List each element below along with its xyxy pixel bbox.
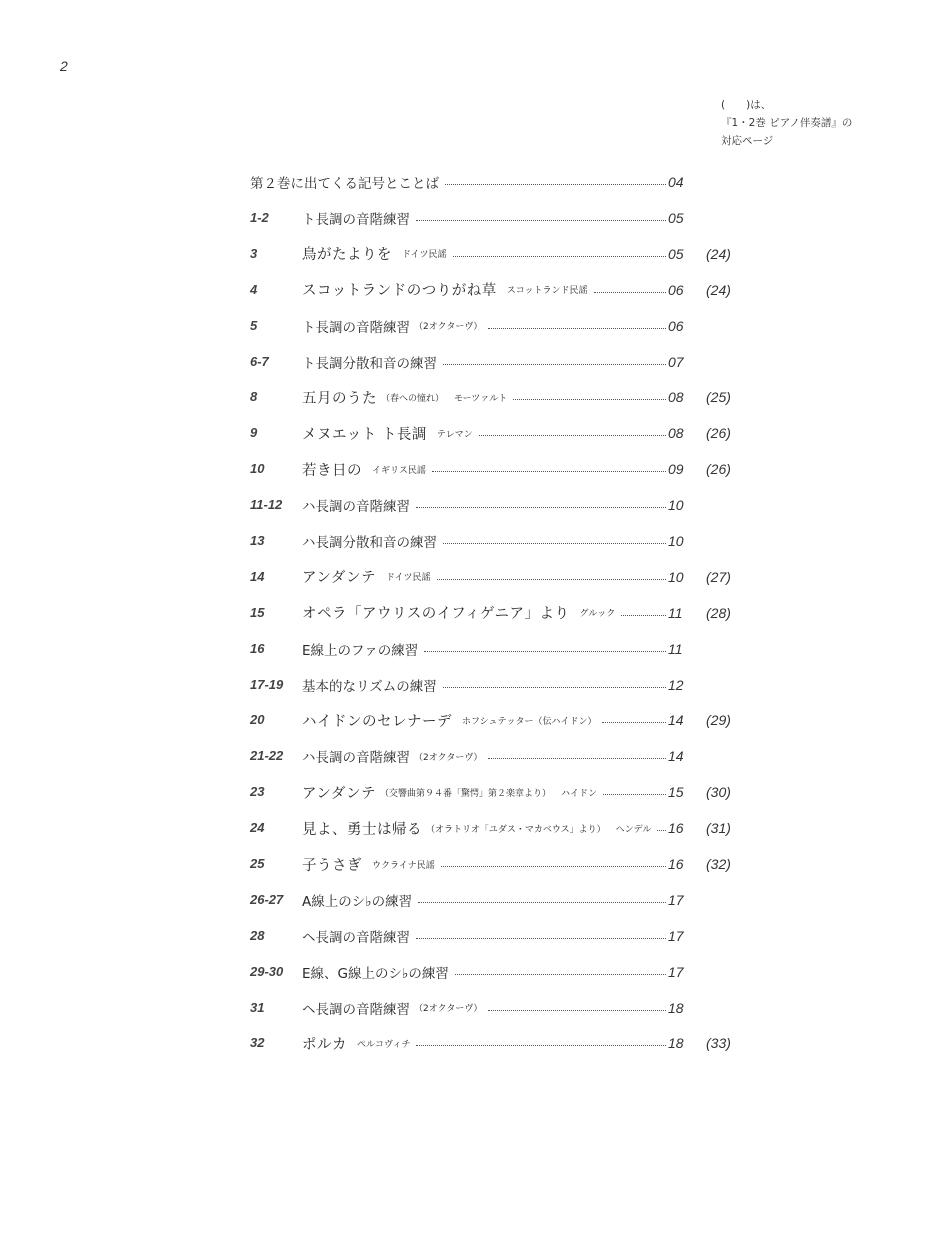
dot-leader <box>416 1044 666 1046</box>
entry-number: 23 <box>250 784 265 800</box>
entry-number: 17-19 <box>250 676 284 692</box>
entry-number: 8 <box>250 389 258 405</box>
entry-number: 3 <box>250 245 258 261</box>
entry-title-block <box>302 495 692 515</box>
toc-intro-row[interactable] <box>250 172 692 192</box>
dot-leader <box>445 183 666 185</box>
entry-composer: ハイドン <box>561 788 598 799</box>
entry-title: ハ長調の音階練習 <box>302 499 410 516</box>
entry-title-block <box>302 854 692 874</box>
dot-leader <box>488 327 666 329</box>
entry-title-block <box>302 639 692 659</box>
entry-title: A線上のシ♭の練習 <box>302 893 413 910</box>
toc-entry[interactable] <box>250 423 770 459</box>
dot-leader <box>424 650 666 652</box>
entry-number: 24 <box>250 820 265 836</box>
entry-title: アンダンテ <box>302 570 376 587</box>
entry-subtitle: （オラトリオ「ユダス・マカベウス」より） <box>426 824 606 835</box>
toc-entry[interactable] <box>250 244 770 280</box>
toc-entry[interactable] <box>250 926 770 962</box>
entry-piano-accompaniment-page: (24) <box>706 281 731 298</box>
toc-entry[interactable] <box>250 603 770 639</box>
toc-entry[interactable] <box>250 998 770 1034</box>
entry-title: メヌエット ト長調 <box>302 426 427 443</box>
reference-note-line: ( )は、 <box>721 99 772 111</box>
page-number: 2 <box>60 58 68 74</box>
entry-number: 4 <box>250 281 258 297</box>
dot-leader <box>513 398 666 400</box>
entry-number: 14 <box>250 568 265 584</box>
dot-leader <box>441 865 666 867</box>
entry-piano-accompaniment-page: (28) <box>706 604 731 621</box>
toc-entry[interactable] <box>250 675 770 711</box>
entry-number: 28 <box>250 927 265 943</box>
entry-piano-accompaniment-page: (31) <box>706 820 731 837</box>
toc-entry[interactable] <box>250 710 770 746</box>
entry-number: 5 <box>250 317 258 333</box>
dot-leader <box>621 614 666 616</box>
reference-note <box>721 96 852 150</box>
dot-leader <box>416 219 666 221</box>
toc-entry[interactable] <box>250 1033 770 1069</box>
entry-title-block <box>302 459 692 479</box>
entry-number: 29-30 <box>250 963 284 979</box>
entry-title: ハ長調の音階練習 <box>302 750 410 767</box>
entry-title: 鳥がたよりを <box>302 247 392 264</box>
entry-page-number: 07 <box>668 353 684 370</box>
entry-title: アンダンテ <box>302 785 376 802</box>
entry-page-number: 06 <box>668 317 684 334</box>
entry-page-number: 14 <box>668 748 684 765</box>
entry-title: E線、G線上のシ♭の練習 <box>302 965 449 982</box>
entry-title-block <box>302 423 692 443</box>
entry-page-number: 05 <box>668 245 684 262</box>
entry-page-number: 12 <box>668 676 684 693</box>
entry-number: 31 <box>250 999 265 1015</box>
entry-title: 見よ、勇士は帰る <box>302 821 422 838</box>
dot-leader <box>416 937 666 939</box>
entry-subtitle: （2オクターヴ） <box>414 752 483 763</box>
entry-composer: ホフシュテッター（伝ハイドン） <box>462 716 597 727</box>
toc-entry[interactable] <box>250 316 770 352</box>
dot-leader <box>488 757 666 759</box>
entry-page-number: 06 <box>668 281 684 298</box>
entry-piano-accompaniment-page: (32) <box>706 856 731 873</box>
entry-number: 1-2 <box>250 210 269 225</box>
toc-entry[interactable] <box>250 352 770 388</box>
entry-number: 21-22 <box>250 748 284 764</box>
toc-page-number: 04 <box>668 174 684 190</box>
entry-title: ポルカ <box>302 1036 347 1053</box>
dot-leader <box>416 506 666 508</box>
entry-page-number: 08 <box>668 425 684 442</box>
entry-title-block <box>302 244 692 264</box>
entry-subtitle: （交響曲第９４番「驚愕」第２楽章より） <box>380 788 552 799</box>
dot-leader <box>453 255 666 257</box>
dot-leader <box>443 542 666 544</box>
toc-entry[interactable] <box>250 854 770 890</box>
entry-composer: スコットランド民謡 <box>506 286 588 297</box>
entry-page-number: 11 <box>668 640 683 657</box>
entry-number: 6-7 <box>250 353 269 369</box>
entry-title-block <box>302 998 692 1018</box>
entry-page-number: 17 <box>668 963 684 980</box>
entry-title: ト長調分散和音の練習 <box>302 355 437 372</box>
entry-title-block <box>302 782 692 802</box>
dot-leader <box>488 1009 666 1011</box>
entry-title-block <box>302 890 692 910</box>
entry-piano-accompaniment-page: (29) <box>706 712 731 729</box>
toc-entry[interactable] <box>250 387 770 423</box>
entry-page-number: 09 <box>668 461 684 478</box>
entry-page-number: 17 <box>668 927 684 944</box>
entry-number: 16 <box>250 640 265 656</box>
entry-title-block <box>302 818 692 838</box>
entry-subtitle: （2オクターヴ） <box>414 1004 483 1015</box>
toc-entry[interactable] <box>250 459 770 495</box>
entry-title: ハ長調分散和音の練習 <box>302 535 437 552</box>
entry-title: ハイドンのセレナーデ <box>302 713 452 730</box>
dot-leader <box>443 363 666 365</box>
entry-title-block <box>302 926 692 946</box>
reference-note-line: 『1・2巻 ピアノ伴奏譜』の <box>721 117 853 129</box>
entry-title-block <box>302 352 692 372</box>
entry-composer: ペルコヴィチ <box>357 1039 411 1050</box>
dot-leader <box>432 470 666 472</box>
entry-composer: ドイツ民謡 <box>386 573 431 584</box>
toc-entry[interactable] <box>250 280 770 316</box>
entry-title: ヘ長調の音階練習 <box>302 1001 410 1018</box>
entry-page-number: 05 <box>668 210 684 226</box>
dot-leader <box>443 686 666 688</box>
entry-subtitle: （2オクターヴ） <box>414 322 483 333</box>
entry-number: 15 <box>250 604 265 620</box>
entry-title-block <box>302 710 692 730</box>
entry-piano-accompaniment-page: (26) <box>706 425 731 442</box>
entry-subtitle: （春への憧れ） <box>381 393 445 404</box>
toc-entry[interactable] <box>250 962 770 998</box>
entry-title: ト長調の音階練習 <box>302 319 410 336</box>
toc-intro-title: 第２巻に出てくる記号とことば <box>250 176 439 192</box>
entry-composer: モーツァルト <box>454 393 508 404</box>
toc-entry[interactable] <box>250 818 770 854</box>
entry-title: ヘ長調の音階練習 <box>302 929 410 946</box>
entry-piano-accompaniment-page: (26) <box>706 461 731 478</box>
toc-entry[interactable] <box>250 782 770 818</box>
entry-piano-accompaniment-page: (24) <box>706 245 731 262</box>
entry-number: 26-27 <box>250 891 284 907</box>
toc-entry[interactable] <box>250 639 770 675</box>
toc-entry[interactable] <box>250 531 770 567</box>
dot-leader <box>418 901 666 903</box>
toc-entry[interactable] <box>250 746 770 782</box>
dot-leader <box>594 291 666 293</box>
entry-composer: ウクライナ民謡 <box>372 860 435 871</box>
entry-title: 若き日の <box>302 462 362 479</box>
entry-number: 10 <box>250 461 265 477</box>
entry-title: ト長調の音階練習 <box>302 212 410 228</box>
entry-page-number: 10 <box>668 568 684 585</box>
dot-leader <box>657 829 666 831</box>
entry-composer: イギリス民謡 <box>372 465 426 476</box>
dot-leader <box>479 434 666 436</box>
entry-piano-accompaniment-page: (25) <box>706 389 731 406</box>
toc-entry[interactable] <box>250 208 770 244</box>
toc-entry[interactable] <box>250 567 770 603</box>
entry-title-block <box>302 567 692 587</box>
entry-title: 五月のうた <box>302 390 377 407</box>
entry-number: 20 <box>250 712 265 728</box>
entry-page-number: 16 <box>668 856 684 873</box>
entry-number: 11-12 <box>250 497 283 513</box>
entry-piano-accompaniment-page: (33) <box>706 1035 731 1052</box>
entry-composer: ヘンデル <box>615 824 652 835</box>
entry-page-number: 16 <box>668 820 684 837</box>
entry-page-number: 10 <box>668 533 684 550</box>
entry-page-number: 17 <box>668 891 684 908</box>
entry-page-number: 18 <box>668 999 684 1016</box>
toc-entry[interactable] <box>250 890 770 926</box>
dot-leader <box>602 721 666 723</box>
entry-number: 13 <box>250 533 265 549</box>
entry-piano-accompaniment-page: (27) <box>706 568 731 585</box>
entry-number: 25 <box>250 856 265 872</box>
entry-title-block <box>302 387 692 407</box>
reference-note-line: 対応ページ <box>721 135 774 147</box>
entry-title-block <box>302 746 692 766</box>
entry-page-number: 10 <box>668 497 684 514</box>
entry-piano-accompaniment-page: (30) <box>706 784 731 801</box>
entry-title-block <box>302 962 692 982</box>
entry-page-number: 18 <box>668 1035 684 1052</box>
entry-title: オペラ「アウリスのイフィゲニア」より <box>302 606 570 623</box>
entry-title: 子うさぎ <box>302 857 362 874</box>
entry-composer: テレマン <box>436 429 473 440</box>
toc-entry[interactable] <box>250 495 770 531</box>
entry-page-number: 14 <box>668 712 684 729</box>
dot-leader <box>455 973 666 975</box>
entry-title-block <box>302 1033 692 1053</box>
entry-composer: グルック <box>579 609 616 620</box>
entry-number: 9 <box>250 425 258 441</box>
entry-number: 32 <box>250 1035 265 1051</box>
entry-composer: ドイツ民謡 <box>402 250 447 261</box>
entry-title-block <box>302 316 692 336</box>
entry-title-block <box>302 675 692 695</box>
dot-leader <box>603 793 666 795</box>
entry-title-block <box>302 531 692 551</box>
dot-leader <box>437 578 666 580</box>
entry-page-number: 11 <box>668 604 683 621</box>
entry-page-number: 15 <box>668 784 684 801</box>
table-of-contents <box>250 208 770 1069</box>
entry-title: E線上のファの練習 <box>302 642 419 659</box>
entry-title-block <box>302 208 692 228</box>
entry-page-number: 08 <box>668 389 684 406</box>
entry-title-block <box>302 603 692 623</box>
entry-title: スコットランドのつりがね草 <box>302 283 497 300</box>
entry-title: 基本的なリズムの練習 <box>302 678 437 695</box>
entry-title-block <box>302 280 692 300</box>
